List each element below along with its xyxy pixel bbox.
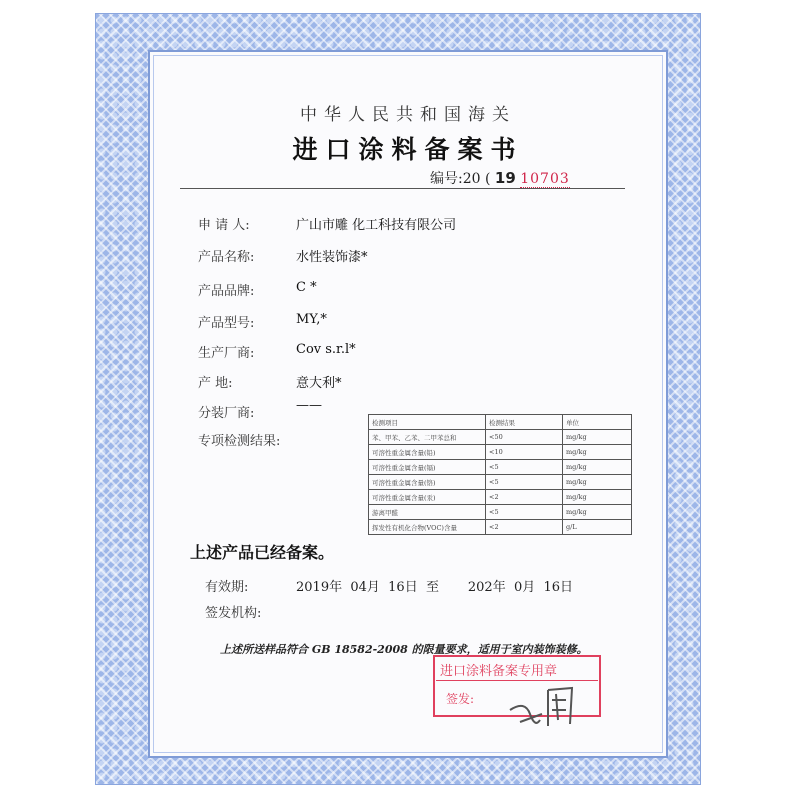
table-row (369, 445, 632, 460)
table-header-row (369, 415, 632, 430)
table-cell: <5 (486, 505, 563, 520)
seal-title: 进口涂料备案专用章 (440, 664, 558, 679)
table-cell: <5 (486, 475, 563, 490)
origin-label: 产 地: (198, 376, 233, 391)
table-row (369, 460, 632, 475)
table-cell: mg/kg (563, 430, 632, 445)
table-cell: mg/kg (563, 505, 632, 520)
table-row (369, 520, 632, 535)
table-cell: g/L (563, 520, 632, 535)
issuing-organization: 中华人民共和国海关 (300, 105, 516, 125)
packager-label: 分装厂商: (198, 406, 255, 421)
table-cell: mg/kg (563, 475, 632, 490)
model-label: 产品型号: (198, 316, 255, 331)
packager-value: —— (296, 398, 322, 413)
manufacturer-label: 生产厂商: (198, 346, 255, 361)
model-value: MY,* (296, 312, 327, 327)
test-results-table (368, 414, 632, 535)
table-cell: mg/kg (563, 460, 632, 475)
applicant-value: 广山市雕 化工科技有限公司 (296, 218, 457, 233)
table-cell: <2 (486, 490, 563, 505)
compliance-statement: 上述所送样品符合 GB 18582-2008 的限量要求，适用于室内装饰装修。 (220, 643, 588, 656)
validity-label: 有效期: (205, 580, 249, 595)
number-serial: 10703 (520, 171, 570, 187)
table-header-cell: 检测项目 (369, 415, 486, 430)
number-prefix: 编号:20 (430, 171, 481, 187)
table-cell: 可溶性重金属含量(汞) (369, 490, 486, 505)
table-cell: <50 (486, 430, 563, 445)
table-cell: <2 (486, 520, 563, 535)
handwritten-signature (500, 670, 590, 730)
product-name-value: 水性装饰漆* (296, 250, 368, 265)
table-cell: 可溶性重金属含量(铅) (369, 445, 486, 460)
manufacturer-value: Cov s.r.l* (296, 342, 356, 357)
test-results-label: 专项检测结果: (198, 434, 281, 449)
table-cell: 苯、甲苯、乙苯、二甲苯总和 (369, 430, 486, 445)
table-row (369, 490, 632, 505)
issuer-label: 签发机构: (205, 606, 262, 621)
seal-sign-label: 签发: (446, 692, 475, 706)
table-row (369, 430, 632, 445)
brand-label: 产品品牌: (198, 284, 255, 299)
table-cell: mg/kg (563, 490, 632, 505)
origin-value: 意大利* (296, 376, 342, 391)
number-year: 19 (494, 169, 516, 187)
filed-statement: 上述产品已经备案。 (190, 543, 335, 562)
product-name-label: 产品名称: (198, 250, 255, 265)
number-paren: ( (484, 171, 491, 187)
table-header-cell: 单位 (563, 415, 632, 430)
table-row (369, 505, 632, 520)
table-cell: 游离甲醛 (369, 505, 486, 520)
table-cell: 可溶性重金属含量(镉) (369, 460, 486, 475)
document-title: 进口涂料备案书 (292, 135, 524, 164)
document-number (430, 168, 570, 188)
applicant-label: 申 请 人: (198, 218, 250, 233)
table-cell: <5 (486, 460, 563, 475)
table-cell: 挥发性有机化合物(VOC)含量 (369, 520, 486, 535)
validity-value: 2019年 04月 16日 至 202年 0月 16日 (296, 580, 574, 595)
table-cell: 可溶性重金属含量(铬) (369, 475, 486, 490)
table-row (369, 475, 632, 490)
table-cell: <10 (486, 445, 563, 460)
table-cell: mg/kg (563, 445, 632, 460)
brand-value: C * (296, 280, 317, 295)
header-divider (180, 188, 625, 189)
table-header-cell: 检测结果 (486, 415, 563, 430)
